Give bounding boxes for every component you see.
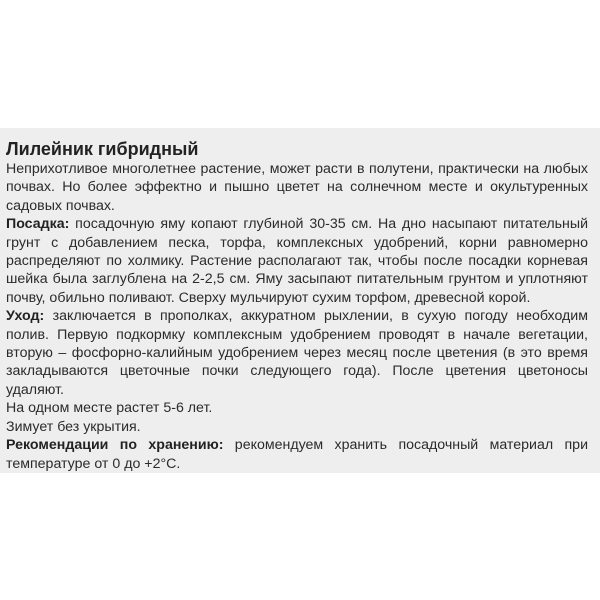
- care-paragraph: [6, 307, 588, 399]
- planting-label: Посадка:: [6, 216, 70, 233]
- product-title: Лилейник гибридный: [6, 139, 199, 159]
- planting-paragraph: [6, 215, 588, 307]
- intro-paragraph: Неприхотливое многолетнее растение, может расти в полутени, практически на любых почвах. Но более эффектно и пышно цветет на солнечном месте и окультуренных садовых почвах.: [6, 161, 588, 214]
- care-label: Уход:: [6, 308, 45, 325]
- storage-label: Рекомендации по хранению:: [6, 437, 224, 454]
- planting-text: посадочную яму копают глубиной 30-35 см. На дно насыпают питательный грунт с добавлением песка, торфа, комплексных удобрений, корни равномерно распределяют по холмику. Растение располагают так, чтобы после посадки корневая шейка была заглублена на 2-2,5 см. Яму засыпают питательным грунтом и уплотняют почву, обильно поливают. Сверху мульчируют сухим торфом, древесной корой.: [6, 216, 588, 306]
- storage-paragraph: [6, 436, 588, 473]
- storage-text: рекомендуем хранить посадочный материал при температуре от 0 до +2°С.: [6, 437, 588, 472]
- winter-paragraph: Зимует без укрытия.: [6, 418, 141, 435]
- care-text: заключается в прополках, аккуратном рыхлении, в сухую погоду необходим полив. Первую подкормку комплексным удобрением проводят в начале вегетации, вторую – фосфорно-калийным удобрением через месяц после цветения (в это время закладываются цветочные почки следующего года). После цветения цветоносы удаляют.: [6, 308, 588, 398]
- label-text-block: [6, 138, 588, 473]
- lifespan-paragraph: На одном месте растет 5-6 лет.: [6, 400, 213, 417]
